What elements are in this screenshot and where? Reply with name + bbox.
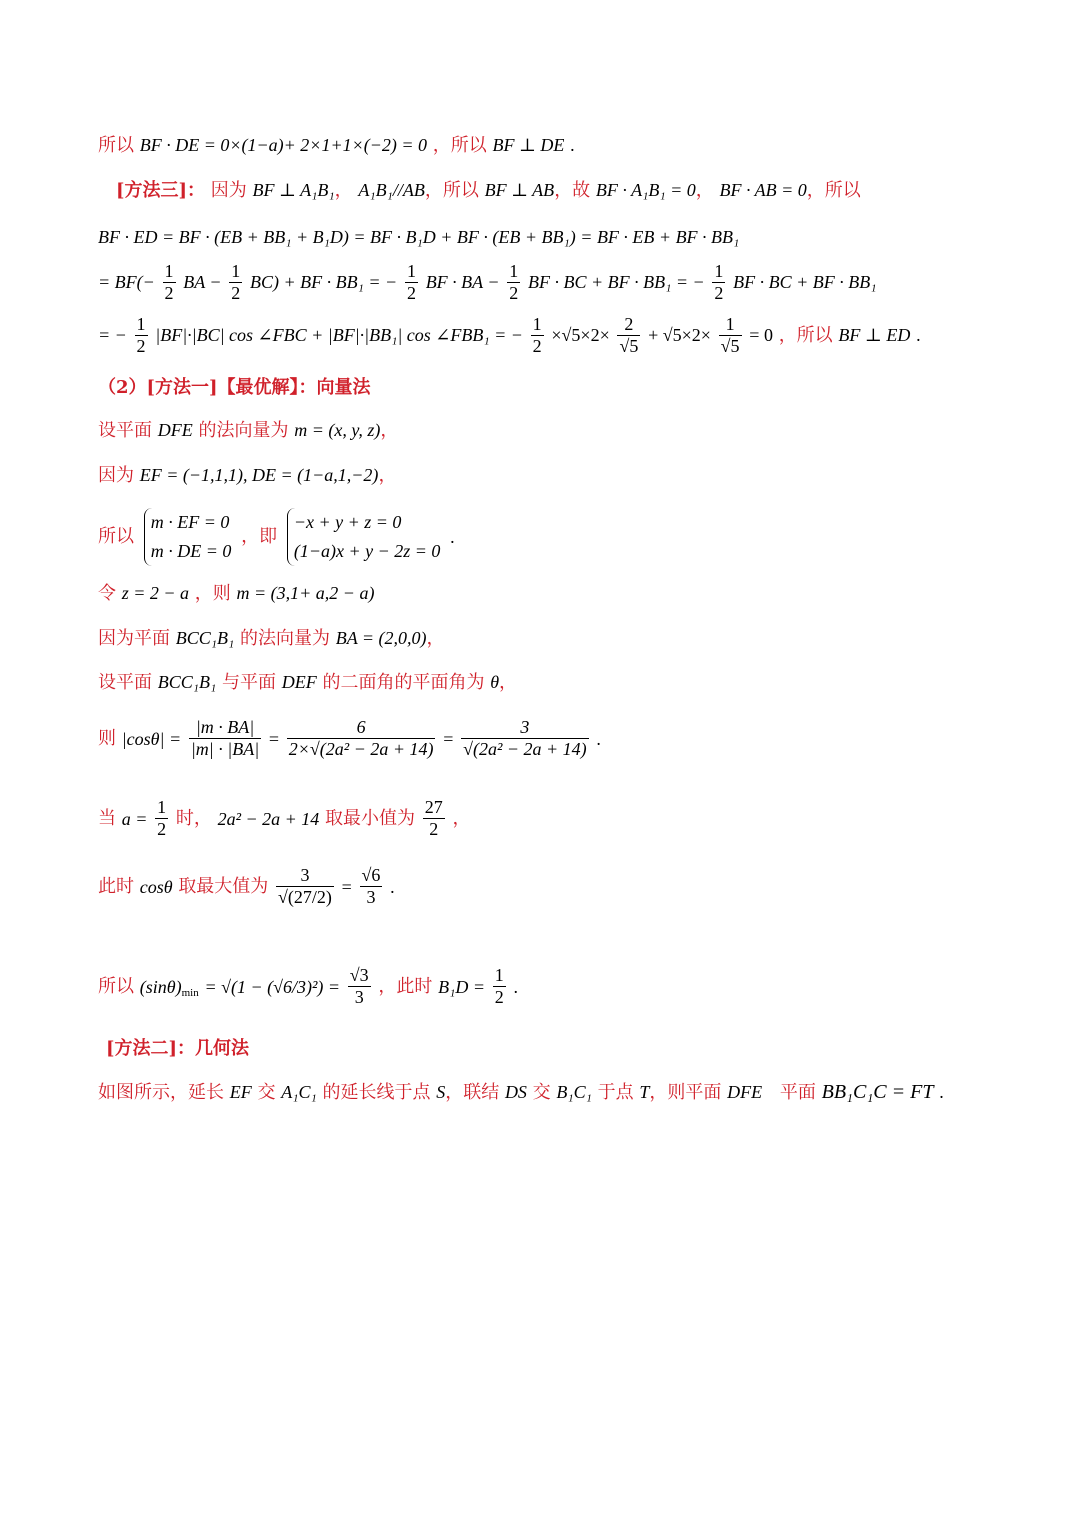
text: . (939, 1082, 944, 1102)
text: 则 (98, 728, 116, 750)
equation: m · EF = 0 (150, 512, 230, 532)
formula: BF · ED = BF · (EB + BB₁ + B₁D) = BF · B₁D + BF · (EB + BB₁) = BF · EB + BF · BB₁ (98, 227, 740, 247)
formula: BCC₁B₁ (157, 672, 217, 692)
text: 的法向量为 (240, 628, 330, 649)
text: . (513, 977, 518, 998)
formula: a = (121, 809, 148, 830)
formula: BF · BC + BF · BB₁ = − (527, 272, 705, 293)
formula: BA = (2,0,0) (335, 628, 427, 648)
formula: BF ⊥ DE (492, 135, 565, 155)
text: ，则平面 (649, 1082, 722, 1103)
text: ，所以 (432, 135, 487, 156)
formula: |BF|·|BC| cos ∠FBC + |BF|·|BB₁| cos ∠FBB₁ = − (155, 325, 523, 346)
method-two-heading: [方法二]：几何法 (106, 1038, 250, 1059)
text: 设平面 (98, 420, 152, 441)
fraction: $\frac{1}{2}$ (509, 261, 519, 303)
text: . (596, 729, 601, 750)
formula: θ (490, 672, 500, 692)
text: ， (378, 465, 397, 486)
subscript: min (181, 987, 199, 1000)
text: ，联结 (445, 1082, 500, 1103)
text: 平面 (779, 1082, 816, 1103)
text: ，此时 (378, 976, 433, 998)
proof-line-4 (98, 262, 877, 304)
text: 所以 (98, 135, 134, 156)
equation: (1−a)x + y − 2z = 0 (293, 540, 441, 561)
formula: BF · DE = 0×(1−a)+ 2×1+1×(−2) = 0 (139, 135, 428, 155)
vectors-line (98, 466, 396, 485)
text: . (570, 135, 575, 155)
text: 交 (257, 1082, 276, 1103)
maximum-cos-line (98, 866, 395, 908)
formula: BA − (183, 272, 222, 293)
text: 的延长线于点 (322, 1082, 431, 1103)
fraction: $\frac{6}{\text{2×√(2a² − 2a + 14)}}$ (288, 717, 434, 759)
formula: = BF(− (98, 272, 155, 293)
proof-line-3 (98, 228, 739, 247)
formula: cosθ (139, 877, 173, 898)
fraction: $\frac{√6}{3}$ (361, 865, 381, 907)
text: 因为 (210, 180, 247, 201)
formula: DFE (727, 1082, 763, 1102)
formula: z = 2 − a (121, 583, 190, 603)
system-2 (287, 508, 441, 566)
proof-line-1 (98, 136, 575, 155)
fraction: $\frac{1}{2}$ (164, 261, 174, 303)
text: 的法向量为 (198, 420, 289, 441)
fraction: $\frac{1}{2}$ (231, 261, 241, 303)
method-three-line (116, 181, 861, 200)
fraction: $\frac{3}{√(27/2)}$ (278, 865, 332, 907)
fraction: $\frac{1}{2}$ (406, 261, 416, 303)
text: 取最大值为 (178, 876, 269, 898)
formula: m = (x, y, z) (294, 420, 381, 440)
geometry-method-line (98, 1082, 944, 1102)
text: 所以 (98, 976, 134, 998)
setup-normal-vector (98, 421, 398, 440)
formula: ×√5×2× (551, 325, 610, 346)
formula: BCC₁B₁ (175, 628, 235, 648)
text: ， (452, 808, 471, 830)
fraction: $\frac{√3}{3}$ (349, 965, 369, 1007)
text: 交 (532, 1082, 551, 1103)
system-1 (144, 508, 232, 566)
formula: BF ⊥ A₁B₁ (252, 180, 335, 200)
formula: A₁C₁ (281, 1082, 317, 1102)
method-label: [方法三]： (116, 180, 206, 201)
text: 因为平面 (98, 628, 170, 649)
formula: EF (229, 1082, 252, 1102)
text: ，故 (554, 180, 591, 201)
fraction: $\frac{1}{√5}$ (720, 314, 740, 356)
text: ， (334, 180, 353, 201)
formula: BF · A₁B₁ = 0 (595, 180, 696, 200)
formula: = (443, 729, 454, 750)
text: ，所以 (806, 180, 861, 201)
formula: B₁C₁ (556, 1082, 592, 1102)
formula: = √(1 − (√6/3)²) = (204, 977, 341, 998)
text: ， (695, 180, 714, 201)
equation-system-line (98, 508, 455, 566)
formula: BF ⊥ ED (838, 325, 911, 346)
text: ，所以 (424, 180, 479, 201)
text: ， (380, 420, 399, 441)
text: 取最小值为 (325, 808, 416, 830)
minimum-line (98, 798, 471, 840)
text: ，则 (194, 583, 231, 604)
formula: B₁D = (438, 977, 486, 998)
formula: BF · BC + BF · BB₁ (733, 272, 877, 293)
formula: A₁B₁//AB (358, 180, 425, 200)
formula: = 0 (749, 325, 773, 346)
formula: BF · AB = 0 (719, 180, 807, 200)
fraction: $\frac{27}{2}$ (424, 797, 443, 839)
proof-line-5 (98, 315, 921, 357)
formula: DFE (157, 420, 193, 440)
fraction: $\frac{|m \cdot BA|}{|m| \cdot |BA|}$ (190, 717, 260, 759)
text: ，即 (241, 525, 278, 547)
text: ， (426, 628, 445, 649)
formula: = (268, 729, 280, 750)
text: 于点 (597, 1082, 634, 1103)
text: 如图所示，延长 (98, 1082, 224, 1103)
fraction: $\frac{1}{2}$ (532, 314, 542, 356)
fraction: $\frac{1}{2}$ (494, 965, 504, 1007)
formula: S (436, 1082, 446, 1102)
text: . (390, 877, 395, 898)
fraction: $\frac{2}{√5}$ (619, 314, 639, 356)
formula: BB₁C₁C = FT (821, 1081, 934, 1103)
equation: −x + y + z = 0 (293, 512, 402, 532)
text: 所以 (98, 525, 134, 547)
text: ，所以 (778, 325, 833, 347)
let-z-line (98, 584, 374, 603)
formula: 2a² − 2a + 14 (217, 809, 320, 830)
formula: |cosθ| = (121, 729, 182, 750)
text: 与平面 (222, 672, 276, 693)
text: 此时 (98, 876, 134, 898)
text: 令 (98, 583, 116, 604)
text: 的二面角的平面角为 (322, 672, 485, 693)
fraction: $\frac{3}{\text{√(2a² − 2a + 14)}}$ (463, 717, 587, 759)
text: . (916, 325, 921, 346)
plane-normal-line (98, 629, 445, 648)
formula: EF = (−1,1,1), DE = (1−a,1,−2) (139, 465, 379, 485)
sine-min-line (98, 966, 518, 1008)
dihedral-angle-line (98, 673, 517, 692)
formula: BF ⊥ AB (484, 180, 555, 200)
text: 设平面 (98, 672, 152, 693)
text: . (450, 526, 455, 547)
formula: = (341, 877, 352, 898)
formula: BF · BA − (425, 272, 500, 293)
text: 当 (98, 808, 116, 830)
text: 因为 (98, 465, 134, 486)
text: ， (499, 672, 518, 693)
cos-theta-line (98, 718, 601, 760)
equation: m · DE = 0 (150, 540, 232, 561)
formula: DS (504, 1082, 527, 1102)
fraction: $\frac{1}{2}$ (136, 314, 146, 356)
part-2-heading: （2）[方法一]【最优解】：向量法 (98, 377, 371, 398)
fraction: $\frac{1}{2}$ (714, 261, 724, 303)
formula: BC) + BF · BB₁ = − (250, 272, 398, 293)
formula: m = (3,1+ a,2 − a) (236, 583, 375, 603)
formula: T (639, 1082, 650, 1102)
formula: (sinθ) (139, 977, 182, 998)
formula: + √5×2× (648, 325, 711, 346)
formula: DEF (281, 672, 317, 692)
formula: = − (98, 325, 127, 346)
fraction: $\frac{1}{2}$ (157, 797, 167, 839)
text: 时， (175, 808, 212, 830)
